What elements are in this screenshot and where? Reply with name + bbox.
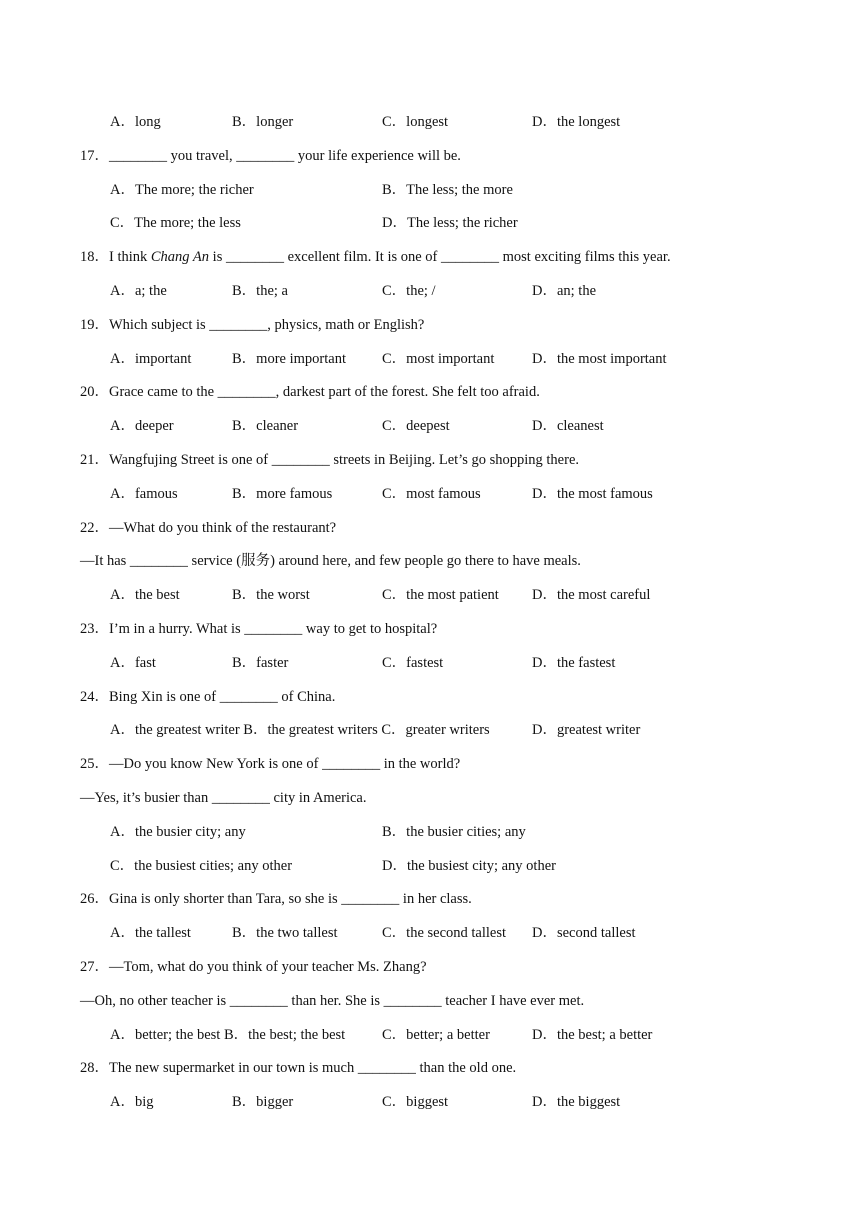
answer-option: A．a; the <box>110 283 167 299</box>
question-line: 19．Which subject is ________, physics, math or English? <box>80 317 425 333</box>
answer-option: A．the tallest <box>110 925 191 941</box>
question-line: —It has ________ service (服务) around here, and few people go there to have meals. <box>80 553 581 569</box>
question-line: —Oh, no other teacher is ________ than her. She is ________ teacher I have ever met. <box>80 993 585 1009</box>
answer-option: D．second tallest <box>532 925 636 941</box>
answer-option: A．long <box>110 114 161 130</box>
answer-option: A．deeper <box>110 418 174 434</box>
question-line: 20．Grace came to the ________, darkest part of the forest. She felt too afraid. <box>80 384 540 400</box>
answer-option: D．the most important <box>532 351 667 367</box>
answer-option: D．greatest writer <box>532 722 641 738</box>
answer-option: B．faster <box>232 655 289 671</box>
question-line: 25．—Do you know New York is one of ________ in the world? <box>80 756 461 772</box>
answer-option: C．biggest <box>382 1094 449 1110</box>
answer-option: D．the biggest <box>532 1094 621 1110</box>
question-line: 21．Wangfujing Street is one of ________ streets in Beijing. Let’s go shopping there. <box>80 452 580 468</box>
answer-option: A．fast <box>110 655 156 671</box>
answer-option: B．cleaner <box>232 418 299 434</box>
question-line: 27．—Tom, what do you think of your teacher Ms. Zhang? <box>80 959 427 975</box>
question-line: 24．Bing Xin is one of ________ of China. <box>80 689 336 705</box>
answer-option: A．big <box>110 1094 154 1110</box>
answer-option: A．better; the best B．the best; the best <box>110 1027 346 1043</box>
answer-option: D．an; the <box>532 283 597 299</box>
answer-option: B．more famous <box>232 486 333 502</box>
answer-option: D．the best; a better <box>532 1027 653 1043</box>
answer-option: C．the; / <box>382 283 436 299</box>
answer-option: D．the most famous <box>532 486 653 502</box>
answer-option: C．fastest <box>382 655 444 671</box>
answer-option: D．cleanest <box>532 418 604 434</box>
answer-option: D．the longest <box>532 114 621 130</box>
answer-option: C．the busiest cities; any other <box>110 858 293 874</box>
answer-option: C．The more; the less <box>110 215 241 231</box>
answer-option: C．most important <box>382 351 495 367</box>
answer-option: A．The more; the richer <box>110 182 254 198</box>
answer-option: C．most famous <box>382 486 481 502</box>
answer-option: D．The less; the richer <box>382 215 518 231</box>
question-line: 22．—What do you think of the restaurant? <box>80 520 337 536</box>
answer-option: B．the; a <box>232 283 288 299</box>
question-line <box>80 248 671 266</box>
answer-option: A．important <box>110 351 192 367</box>
question-line: 26．Gina is only shorter than Tara, so she is ________ in her class. <box>80 891 472 907</box>
question-text: is ________ excellent film. It is one of ________ most exciting films this year. <box>209 249 671 265</box>
film-title: Chang An <box>150 249 210 265</box>
question-text: 18．I think <box>80 249 151 265</box>
question-line: —Yes, it’s busier than ________ city in America. <box>80 790 367 806</box>
answer-option: B．the two tallest <box>232 925 338 941</box>
answer-option: C．deepest <box>382 418 450 434</box>
question-line: 23．I’m in a hurry. What is ________ way to get to hospital? <box>80 621 438 637</box>
question-line: 28．The new supermarket in our town is much ________ than the old one. <box>80 1060 517 1076</box>
answer-option: D．the fastest <box>532 655 616 671</box>
answer-option: A．famous <box>110 486 178 502</box>
answer-option: C．the most patient <box>382 587 499 603</box>
question-line: 17．________ you travel, ________ your life experience will be. <box>80 148 461 164</box>
answer-option: A．the best <box>110 587 180 603</box>
answer-option: D．the busiest city; any other <box>382 858 556 874</box>
answer-option: C．the second tallest <box>382 925 507 941</box>
answer-option: C．longest <box>382 114 449 130</box>
answer-option: B．bigger <box>232 1094 294 1110</box>
answer-option: B．the worst <box>232 587 310 603</box>
answer-option: A．the greatest writer B．the greatest writers C．greater writers <box>110 722 490 738</box>
answer-option: B．longer <box>232 114 294 130</box>
answer-option: B．The less; the more <box>382 182 513 198</box>
answer-option: B．more important <box>232 351 346 367</box>
answer-option: D．the most careful <box>532 587 651 603</box>
answer-option: B．the busier cities; any <box>382 824 526 840</box>
answer-option: A．the busier city; any <box>110 824 246 840</box>
answer-option: C．better; a better <box>382 1027 490 1043</box>
